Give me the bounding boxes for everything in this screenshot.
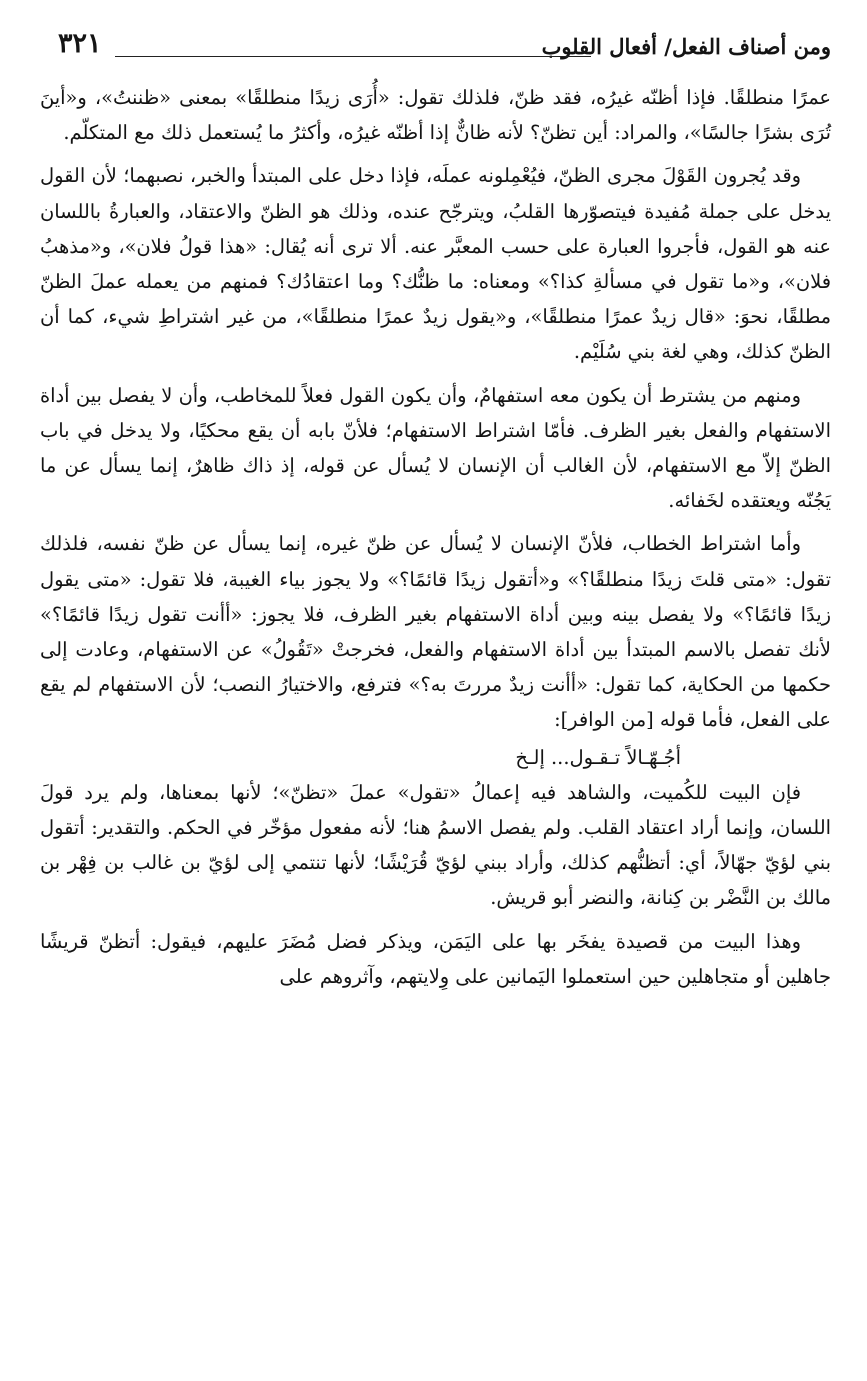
- paragraph: وقد يُجرون القَوْلَ مجرى الظنّ، فيُعْمِلونه عملَه، فإذا دخل على المبتدأ والخبر، نصبهما؛ لأن القول يدخل على جملة مُفيدة فيتصوّرها القلبُ، ويترجّح عنده، وذلك هو الظنّ والاعتقاد، والعبارةُ باللسان عنه هو القول، فأجروا العبارة على حسب المعبَّر عنه. ألا ترى أنه يُقال: «هذا قولُ فلان»، و«مذهبُ فلان»، و«ما تقول في مسألةِ كذا؟» ومعناه: ما ظنُّك؟ وما اعتقادُك؟ فمنهم من يعمله عملَ الظنّ مطلقًا، نحوَ: «قال زيدٌ عمرًا منطلقًا»، و«يقول زيدٌ عمرًا منطلقًا»، من غير اشتراطِ شيء، كما أن الظنّ كذلك، وهي لغة بني سُلَيْم.: [40, 164, 831, 364]
- page-number: ٣٢١: [58, 28, 102, 59]
- running-header-title: ومن أصناف الفعل/ أفعال القلوب: [541, 34, 831, 59]
- verse-line: أجُـهّـالاً تـقـول... إلـخ: [515, 745, 681, 769]
- body-text: [40, 80, 831, 994]
- header-rule: [115, 56, 591, 57]
- paragraph: فإن البيت للكُميت، والشاهد فيه إعمالُ «تقول» عملَ «تظنّ»؛ لأنها بمعناها، ولم يرد قولَ اللسان، وإنما أراد اعتقاد القلب. ولم يفصل الاسمُ هنا؛ لأنه مفعول مؤخّر في الحكم. والتقدير: أتقول بني لؤيّ جهّالاً، أي: أتظنُّهم كذلك، وأراد ببني لؤيّ قُرَيْشًا؛ لأنها تنتمي إلى لؤيّ بن غالب بن فِهْر بن مالك بن النَّضْر بن كِنانة، والنضر أبو قريش.: [40, 780, 831, 910]
- paragraph: وهذا البيت من قصيدة يفخَر بها على اليَمَن، ويذكر فضل مُضَرَ عليهم، فيقول: أتظنّ قريشًا جاهلين أو متجاهلين حين استعملوا اليَمانين على وِلايتهم، وآثروهم على: [40, 929, 831, 988]
- poetry-verse: [40, 740, 831, 775]
- paragraph: عمرًا منطلقًا. فإذا أظنّه غيرُه، فقد ظنّ، فلذلك تقول: «أُرَى زيدًا منطلقًا» بمعنى «ظننتُ»، و«أينَ تُرَى بشرًا جالسًا»، والمراد: أين تظنّ؟ لأنه ظانٌّ إذا أظنّه غيرُه، وأكثرُ ما يُستعمل ذلك مع المتكلّم.: [40, 86, 831, 145]
- paragraph: وأما اشتراط الخطاب، فلأنّ الإنسان لا يُسأل عن ظنّ غيره، إنما يسأل عن ظنّ نفسه، فلذلك تقول: «متى قلتَ زيدًا منطلقًا؟» و«أتقول زيدًا قائمًا؟» ولا يجوز بياء الغيبة، فلا تقول: «متى يقول زيدًا قائمًا؟» ولا يفصل بينه وبين أداة الاستفهام بغير الظرف، فلا يجوز: «أأنت تقول زيدًا قائمًا؟» لأنك تفصل بالاسم المبتدأ بين أداة الاستفهام والفعل، فخرجتْ «تَقُولُ» عن الاستفهام، وعادت إلى حكمها من الحكاية، كما تقول: «أأنت زيدٌ مررتَ به؟» فترفع، والاختيارُ النصب؛ لأن الاستفهام لم يقع على الفعل، فأما قوله [من الوافر]:: [40, 532, 831, 732]
- paragraph: ومنهم من يشترط أن يكون معه استفهامٌ، وأن يكون القول فعلاً للمخاطب، وأن لا يفصل بين أداة الاستفهام والفعل بغير الظرف. فأمّا اشتراط الاستفهام؛ فلأنّ بابه أن يقع محكيًا، ولا يدخل في باب الظنّ إلاّ مع الاستفهام، لأن الغالب أن الإنسان لا يُسأل عن قوله، إذ ذاك ظاهرٌ، إنما يسأل عن ما يَجُنّه ويعتقده لخَفائه.: [40, 383, 831, 513]
- running-header: [40, 28, 831, 80]
